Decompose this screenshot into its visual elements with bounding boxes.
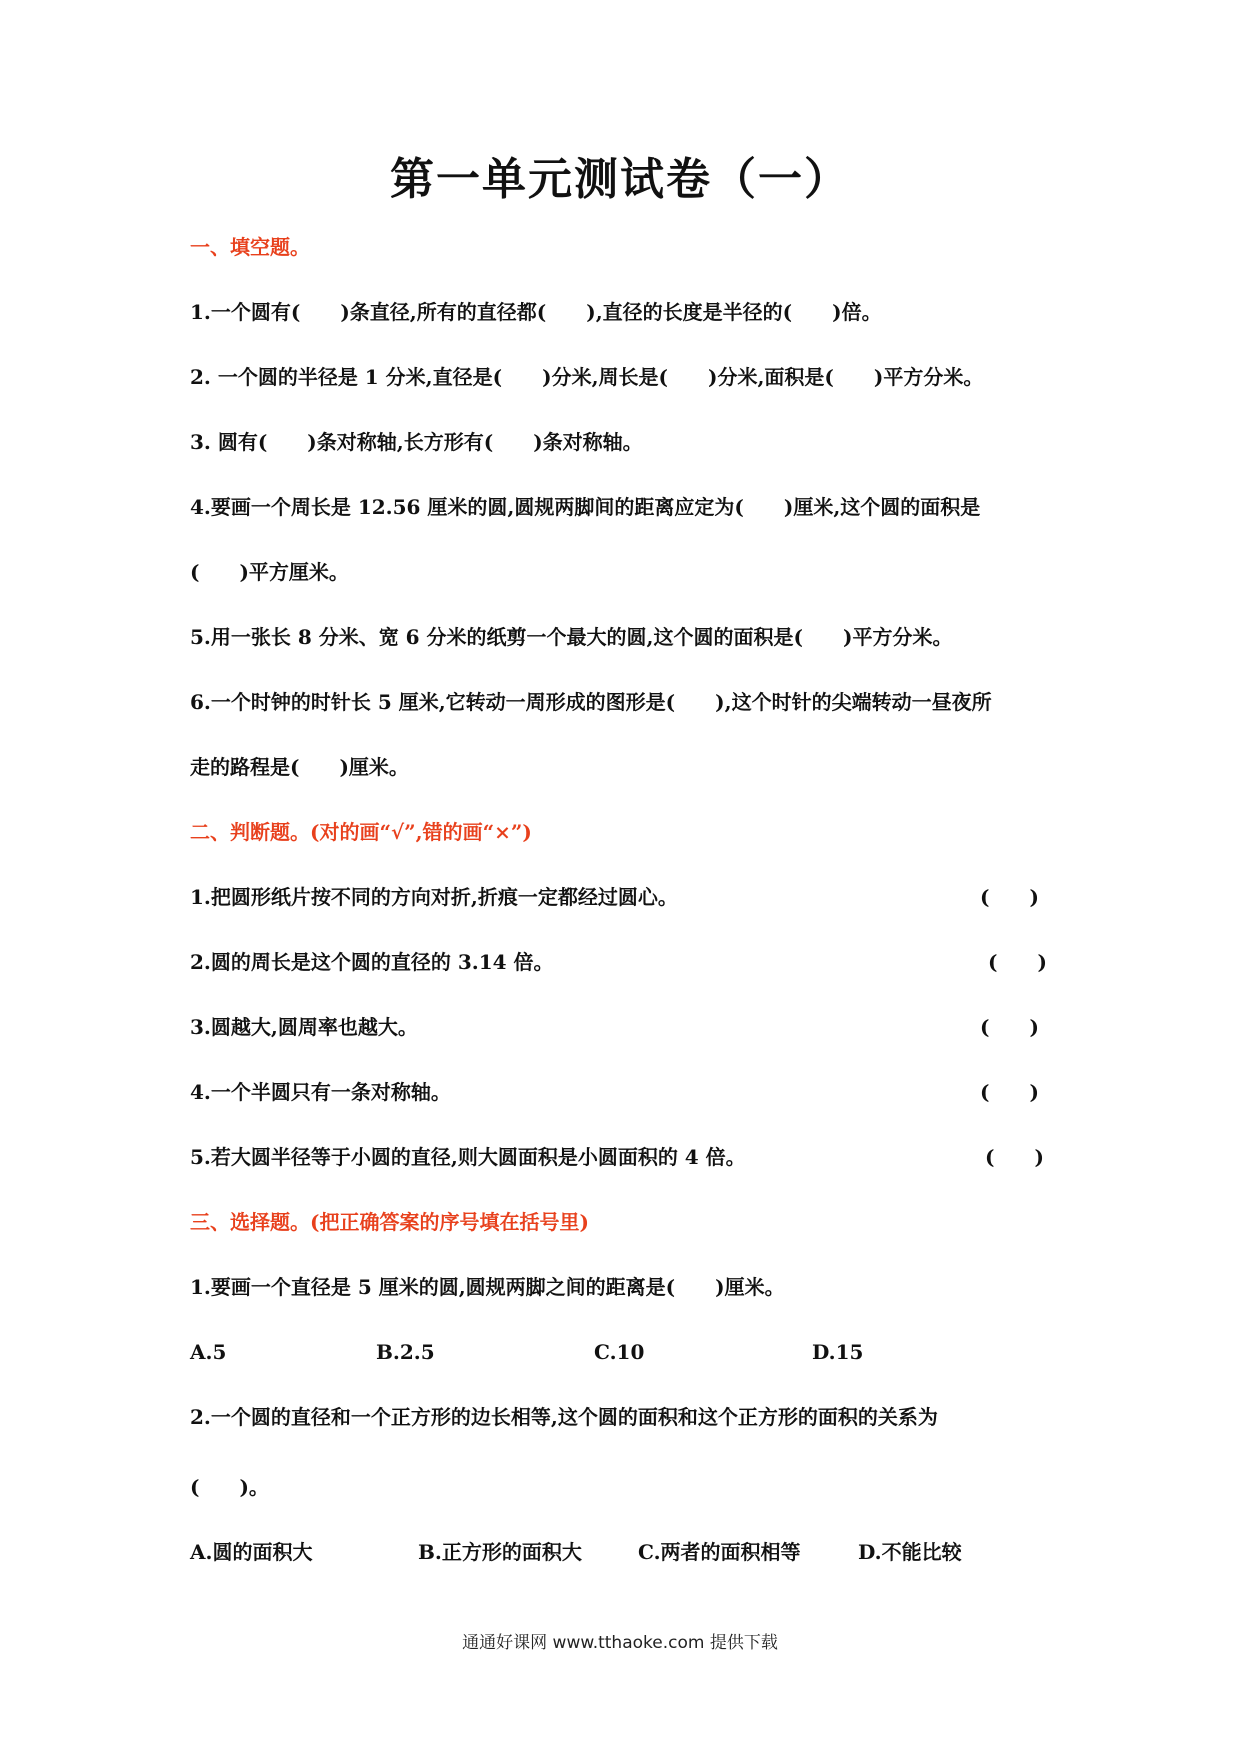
choice-2-option-b: B.正方形的面积大: [418, 1540, 582, 1564]
fill-question-2: 2. 一个圆的半径是 1 分米,直径是( )分米,周长是( )分米,面积是( )平方分米。: [190, 365, 984, 389]
choice-2-option-a: A.圆的面积大: [190, 1540, 313, 1564]
judge-answer-paren-4: ( ): [980, 1080, 1039, 1104]
choice-question-1: 1.要画一个直径是 5 厘米的圆,圆规两脚之间的距离是( )厘米。: [190, 1275, 785, 1299]
choice-1-option-a: A.5: [190, 1340, 227, 1364]
section-heading-choice: 三、选择题。(把正确答案的序号填在括号里): [190, 1210, 589, 1234]
fill-question-3: 3. 圆有( )条对称轴,长方形有( )条对称轴。: [190, 430, 643, 454]
fill-question-1: 1.一个圆有( )条直径,所有的直径都( ),直径的长度是半径的( )倍。: [190, 300, 882, 324]
choice-question-2-line-2: ( )。: [190, 1475, 269, 1499]
judge-answer-paren-2: ( ): [988, 950, 1047, 974]
fill-question-6-line-1: 6.一个时钟的时针长 5 厘米,它转动一周形成的图形是( ),这个时针的尖端转动一昼夜所: [190, 690, 992, 714]
choice-2-option-c: C.两者的面积相等: [638, 1540, 801, 1564]
choice-1-option-b: B.2.5: [376, 1340, 435, 1364]
fill-question-5: 5.用一张长 8 分米、宽 6 分米的纸剪一个最大的圆,这个圆的面积是( )平方分米。: [190, 625, 953, 649]
fill-question-6-line-2: 走的路程是( )厘米。: [190, 755, 409, 779]
choice-question-2-line-1: 2.一个圆的直径和一个正方形的边长相等,这个圆的面积和这个正方形的面积的关系为: [190, 1405, 938, 1429]
judge-question-3: 3.圆越大,圆周率也越大。: [190, 1015, 418, 1039]
choice-1-option-c: C.10: [594, 1340, 645, 1364]
page-title: 第一单元测试卷（一）: [390, 154, 850, 205]
judge-question-5: 5.若大圆半径等于小圆的直径,则大圆面积是小圆面积的 4 倍。: [190, 1145, 746, 1169]
judge-question-2: 2.圆的周长是这个圆的直径的 3.14 倍。: [190, 950, 554, 974]
fill-question-4-line-2: ( )平方厘米。: [190, 560, 349, 584]
judge-answer-paren-5: ( ): [985, 1145, 1044, 1169]
judge-question-1: 1.把圆形纸片按不同的方向对折,折痕一定都经过圆心。: [190, 885, 678, 909]
choice-2-option-d: D.不能比较: [858, 1540, 962, 1564]
section-heading-judge: 二、判断题。(对的画“√”,错的画“×”): [190, 820, 532, 844]
page-footer: 通通好课网 www.tthaoke.com 提供下载: [462, 1633, 778, 1653]
judge-answer-paren-1: ( ): [980, 885, 1039, 909]
judge-answer-paren-3: ( ): [980, 1015, 1039, 1039]
fill-question-4-line-1: 4.要画一个周长是 12.56 厘米的圆,圆规两脚间的距离应定为( )厘米,这个圆的面积是: [190, 495, 981, 519]
judge-question-4: 4.一个半圆只有一条对称轴。: [190, 1080, 451, 1104]
choice-1-option-d: D.15: [812, 1340, 864, 1364]
section-heading-fill: 一、填空题。: [190, 235, 310, 259]
